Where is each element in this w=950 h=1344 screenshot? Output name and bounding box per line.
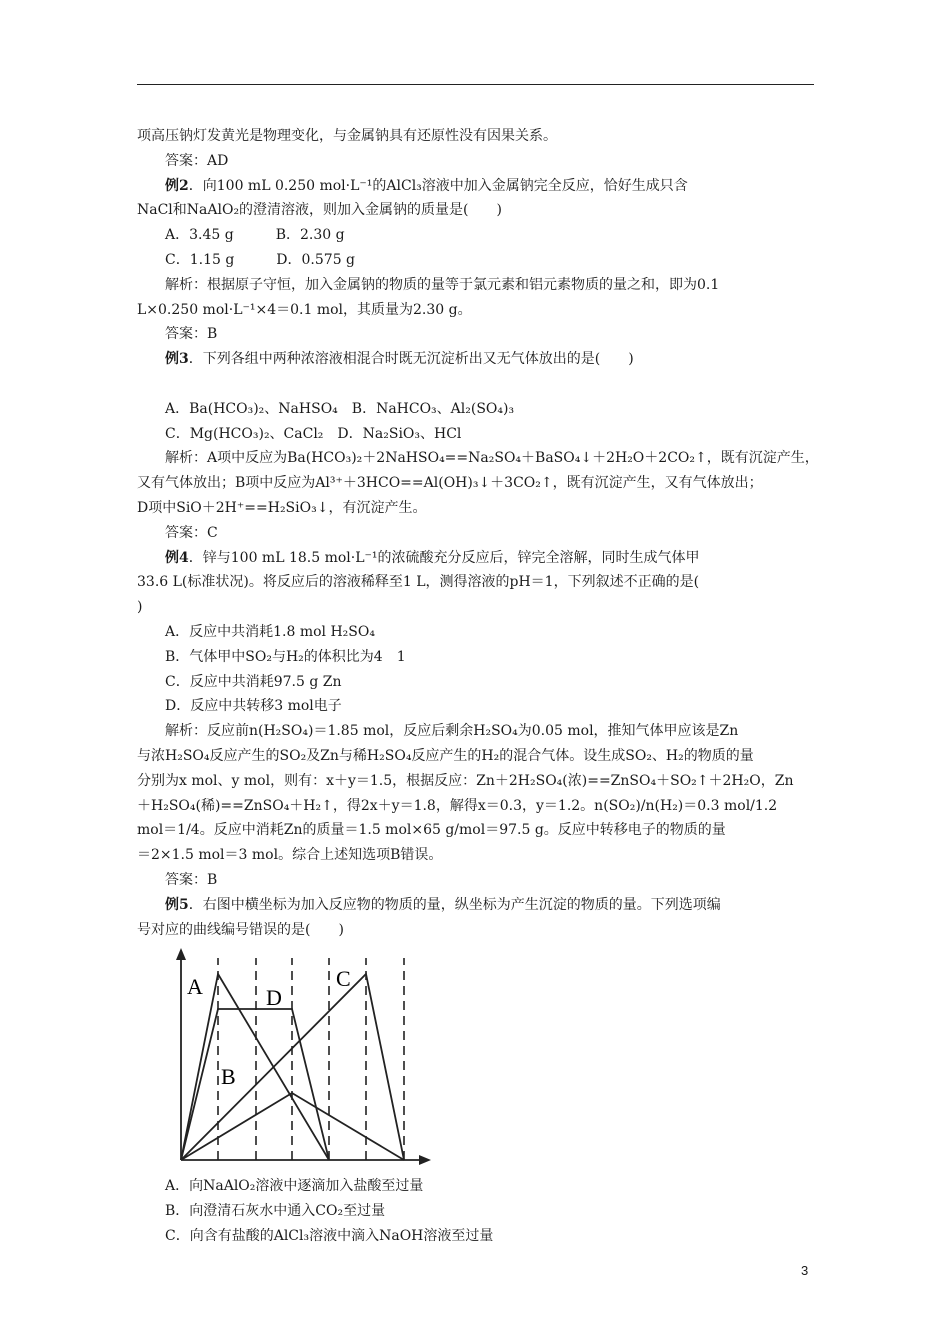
option-line: B．气体甲中SO₂与H₂的体积比为4 1 [165,648,406,665]
answer-line: 答案：B [165,871,218,888]
analysis-line: 解析：根据原子守恒，加入金属钠的物质的量等于氯元素和铝元素物质的量之和，即为0.1 [165,276,720,293]
header-rule [137,84,814,85]
text-line: ＝2×1.5 mol＝3 mol。综合上述知选项B错误。 [137,847,443,864]
graph-label-c: C [336,966,351,992]
option-line: C．向含有盐酸的AlCl₃溶液中滴入NaOH溶液至过量 [165,1227,494,1244]
graph-figure [169,948,439,1168]
question-line: 例2．向100 mL 0.250 mol·L⁻¹的AlCl₃溶液中加入金属钠完全反应，恰好生成只含 [165,177,688,194]
option-line: A．反应中共消耗1.8 mol H₂SO₄ [165,623,375,640]
text-line: D项中SiO＋2H⁺==H₂SiO₃↓，有沉淀产生。 [137,499,427,516]
text-line: 33.6 L(标准状况)。将反应后的溶液稀释至1 L，测得溶液的pH＝1，下列叙述不正确的是( [137,574,700,591]
answer-line: 答案：AD [165,152,229,169]
analysis-line: 解析：A项中反应为Ba(HCO₃)₂＋2NaHSO₄==Na₂SO₄＋BaSO₄↓＋2H₂O＋2CO₂↑，既有沉淀产生， [165,450,819,467]
question-line: 例5．右图中横坐标为加入反应物的物质的量，纵坐标为产生沉淀的物质的量。下列选项编 [165,896,721,913]
text-line: ) [137,599,143,616]
option-line: C．1.15 g D．0.575 g [165,251,356,268]
graph-label-d: D [266,985,282,1011]
page-content [137,124,817,1249]
text-line: mol＝1/4。反应中消耗Zn的质量＝1.5 mol×65 g/mol＝97.5 g。反应中转移电子的物质的量 [137,822,726,839]
text-line: 分别为x mol、y mol，则有：x＋y＝1.5，根据反应：Zn＋2H₂SO₄(浓)==ZnSO₄＋SO₂↑＋2H₂O，Zn [137,772,794,789]
option-line: A．Ba(HCO₃)₂、NaHSO₄ B．NaHCO₃、Al₂(SO₄)₃ [165,400,515,417]
text-line: 又有气体放出；B项中反应为Al³⁺＋3HCO==Al(OH)₃↓＋3CO₂↑，既有沉淀产生，又有气体放出； [137,475,763,492]
option-line: A．3.45 g B．2.30 g [165,227,345,244]
example-label: 例2 [165,177,189,194]
answer-line: 答案：B [165,326,218,343]
answer-line: 答案：C [165,524,218,541]
blank-line [137,372,817,397]
text-line: ＋H₂SO₄(稀)==ZnSO₄＋H₂↑，得2x＋y＝1.8，解得x＝0.3，y＝1.2。n(SO₂)/n(H₂)＝0.3 mol/1.2 [137,797,778,814]
text-line: 号对应的曲线编号错误的是( ) [137,921,344,938]
graph-label-b: B [221,1064,236,1090]
example-label: 例5 [165,896,189,913]
option-line: C．反应中共消耗97.5 g Zn [165,673,342,690]
page-number: 3 [801,1263,809,1278]
precipitate-graph [137,942,817,1174]
example-label: 例3 [165,351,189,368]
question-line: 例4．锌与100 mL 18.5 mol·L⁻¹的浓硫酸充分反应后，锌完全溶解，同时生成气体甲 [165,549,700,566]
x-axis-arrow [419,1155,431,1165]
option-line: B．向澄清石灰水中通入CO₂至过量 [165,1203,386,1220]
graph-label-a: A [187,974,203,1000]
analysis-line: 解析：反应前n(H₂SO₄)＝1.85 mol，反应后剩余H₂SO₄为0.05 mol，推知气体甲应该是Zn [165,723,739,740]
option-line: D．反应中共转移3 mol电子 [165,698,342,715]
question-line: 例3．下列各组中两种浓溶液相混合时既无沉淀析出又无气体放出的是( ) [165,351,634,368]
option-line: A．向NaAlO₂溶液中逐滴加入盐酸至过量 [165,1178,424,1195]
option-line: C．Mg(HCO₃)₂、CaCl₂ D．Na₂SiO₃、HCl [165,425,462,442]
text-line: 项高压钠灯发黄光是物理变化，与金属钠具有还原性没有因果关系。 [137,128,557,144]
y-axis-arrow [176,948,186,960]
example-label: 例4 [165,549,189,566]
text-line: L×0.250 mol·L⁻¹×4＝0.1 mol，其质量为2.30 g。 [137,301,472,318]
text-line: 与浓H₂SO₄反应产生的SO₂及Zn与稀H₂SO₄反应产生的H₂的混合气体。设生成SO₂、H₂的物质的量 [137,747,754,764]
text-line: NaCl和NaAlO₂的澄清溶液，则加入金属钠的质量是( ) [137,202,502,219]
